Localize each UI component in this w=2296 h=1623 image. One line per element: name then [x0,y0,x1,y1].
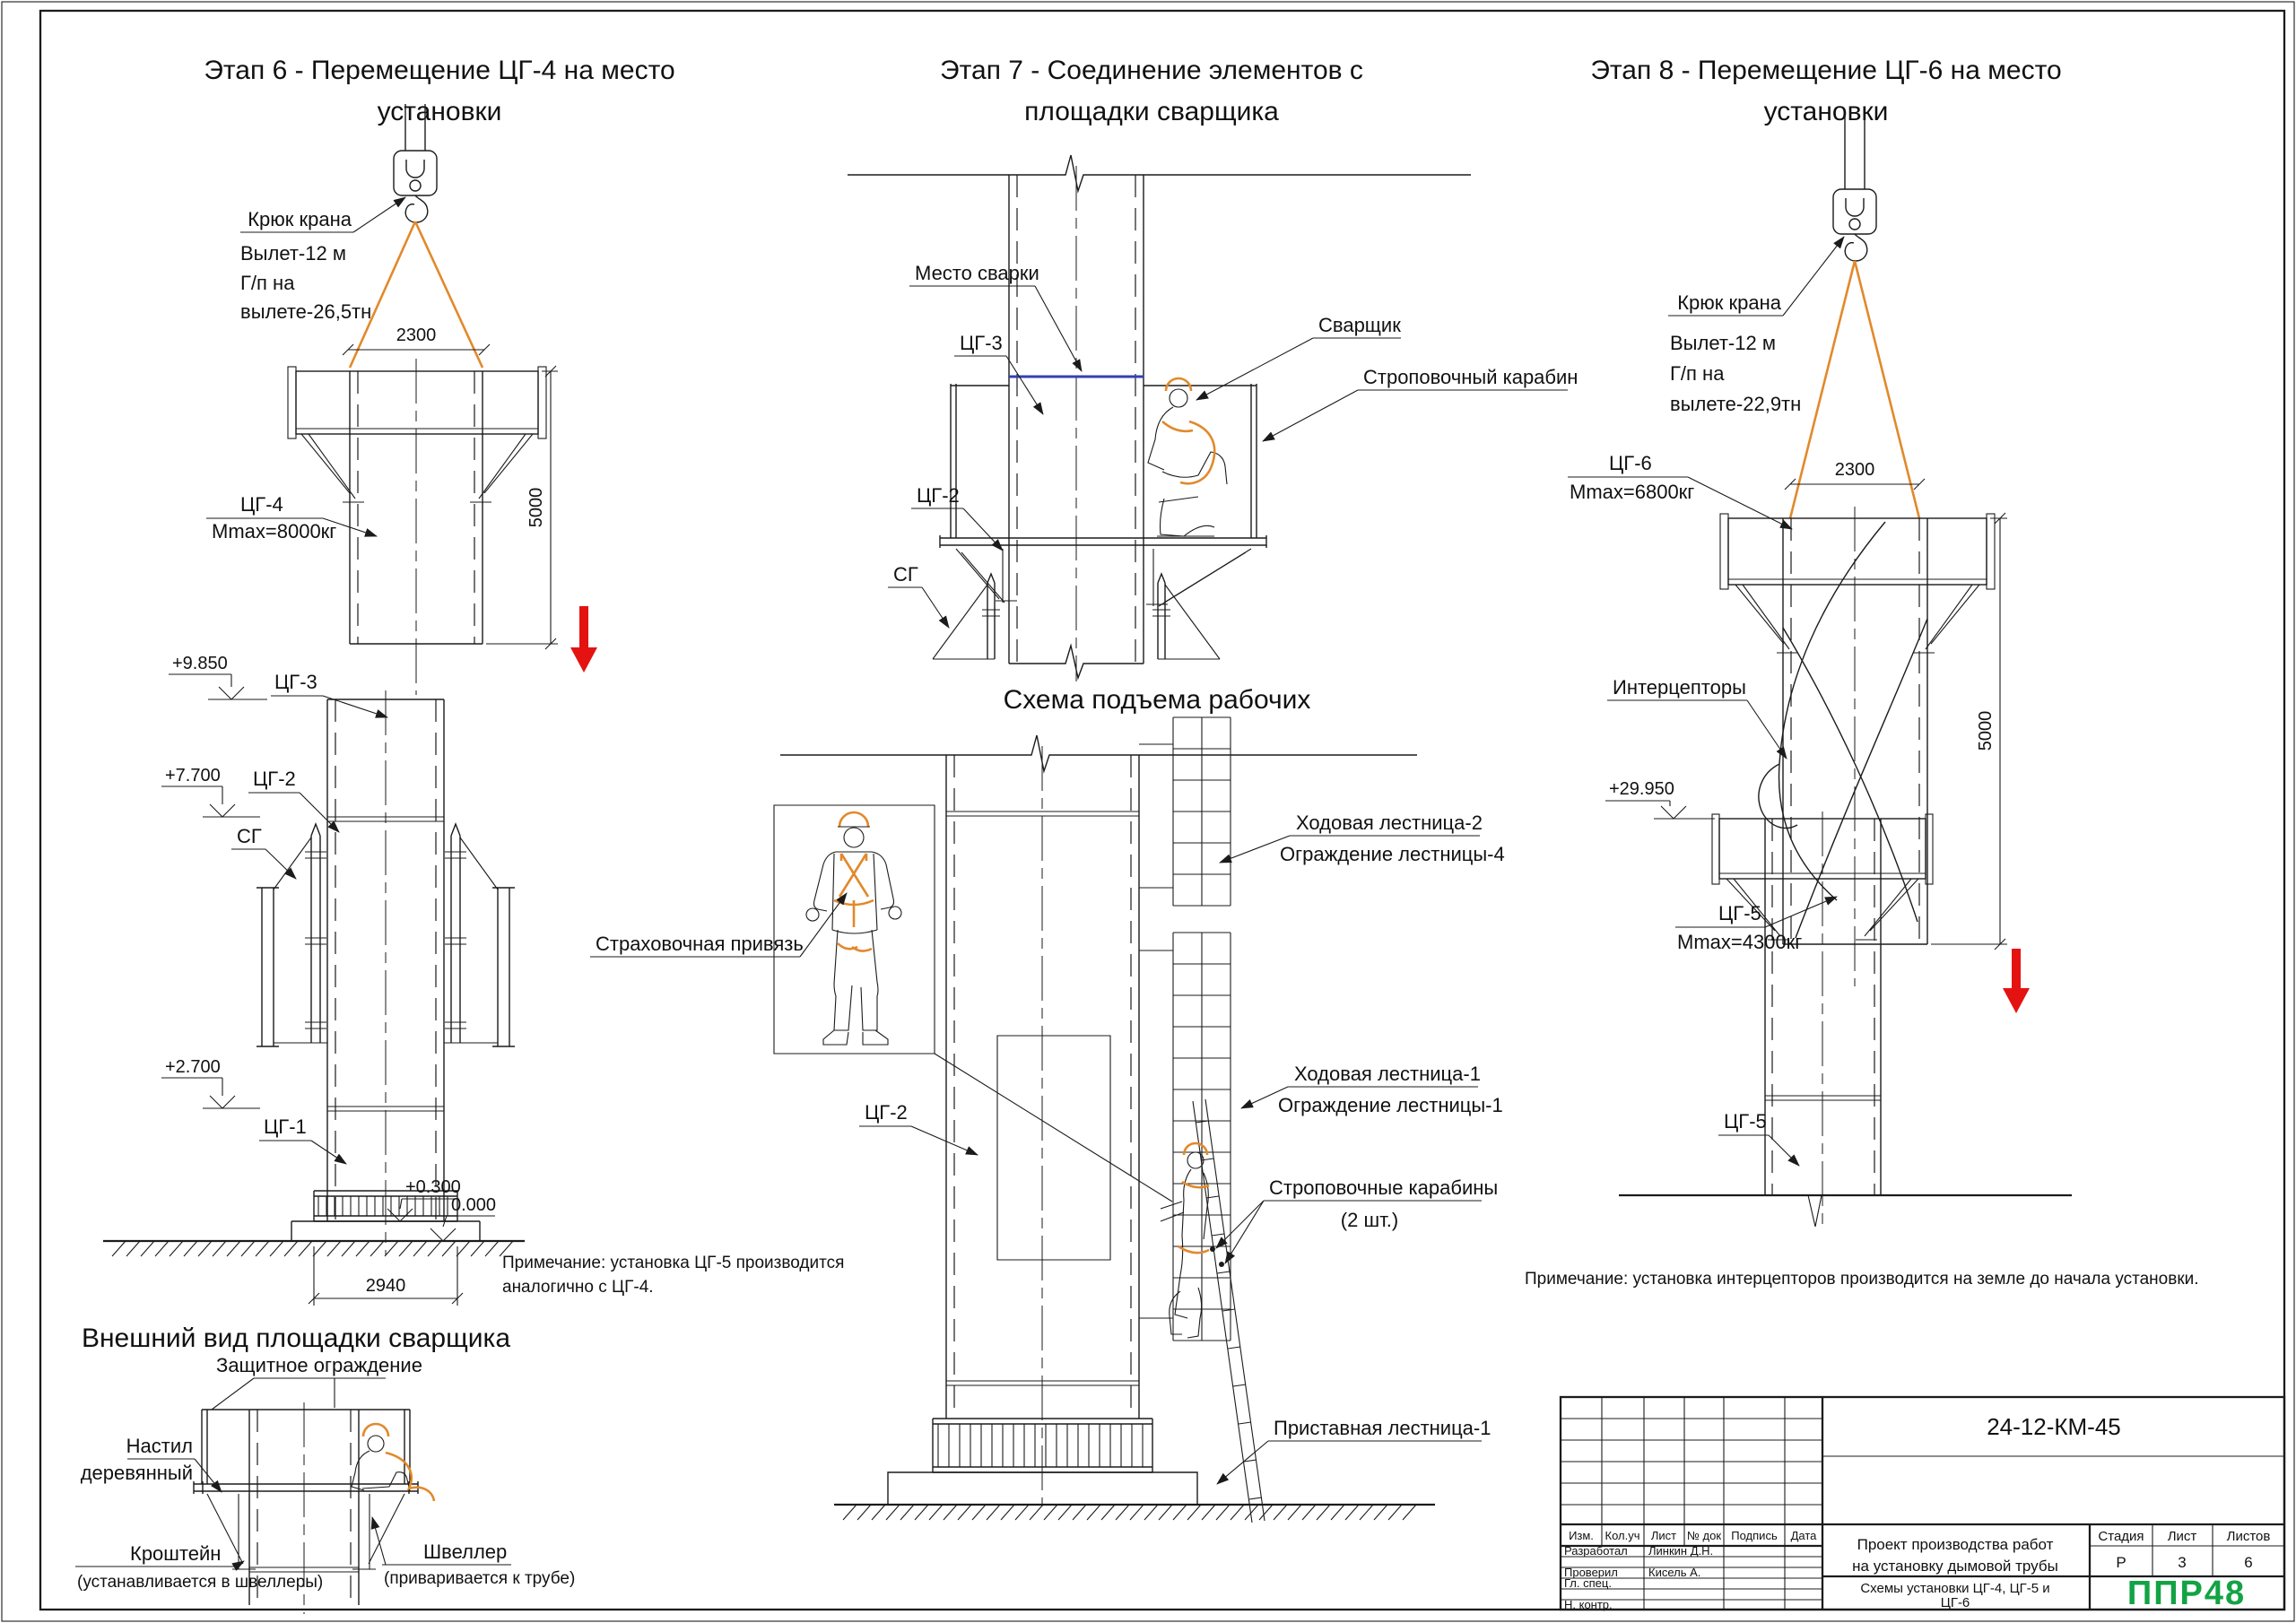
stage6-left-guide [257,824,327,1046]
tb-project-line1: Проект производства работ [1857,1536,2054,1553]
stage8-dim-5000 [1931,513,2007,950]
stage7-title-line2: площадки сварщика [1024,97,1279,126]
stage6-down-arrow-icon [570,606,597,673]
stage6-part-mass: Mmax=8000кг [212,520,337,542]
stage6-crane-spec3: вылете-26,5тн [240,300,372,323]
scheme-harness-detail-box [774,805,1172,1202]
scheme-harness-label: Страховочная привязь [596,933,804,955]
stage6-cg2-label: ЦГ-2 [253,768,296,790]
tb-stadia-col: Стадия [2098,1529,2144,1544]
bracket-label-line1: Кроштейн [130,1542,222,1565]
stage6-stack-drawing [103,690,844,1306]
stage8-part5-label: ЦГ-5 [1718,902,1761,924]
tb-col-list: Лист [1650,1529,1677,1542]
platform-view-title: Внешний вид площадки сварщика [81,1324,511,1353]
stage8-down-arrow-icon [2003,949,2030,1013]
svg-text:+29.950: +29.950 [1609,779,1674,799]
scheme-ladder2-label: Ходовая лестница-2 [1296,812,1483,834]
platform-view-welder-figure [352,1424,434,1501]
stage6-dim-5000 [486,366,558,649]
stage6-note-line1: Примечание: установка ЦГ-5 производится [502,1254,845,1272]
stage8-part6-mass: Mmax=6800кг [1570,481,1695,503]
stage6-sg-label: СГ [237,825,262,847]
tb-role1: Разработал [1564,1544,1628,1558]
scheme-ladder1 [1139,933,1231,1341]
stage8-crane-spec2: Г/п на [1670,362,1725,385]
stage8-hook-label: Крюк крана [1677,291,1781,314]
tb-col-data: Дата [1790,1529,1817,1542]
stage6-part-label: ЦГ-4 [240,493,283,516]
tb-role2: Проверил [1564,1566,1618,1579]
svg-text:+2.700: +2.700 [165,1057,221,1077]
stage7-platform [940,384,1266,606]
scheme-cg2-label: ЦГ-2 [865,1101,908,1124]
stage6-slings [350,221,483,368]
svg-text:5000: 5000 [526,487,546,528]
svg-text:+0.300: +0.300 [405,1177,461,1197]
stage7-pipe [848,155,1471,681]
tb-name2: Кисель А. [1648,1566,1701,1579]
scheme-guard1-label: Ограждение лестницы-1 [1278,1094,1503,1116]
scheme-guard4-label: Ограждение лестницы-4 [1280,843,1505,865]
svg-text:+7.700: +7.700 [165,766,221,785]
stage7-figure [848,56,1578,681]
tb-listov-col: Листов [2226,1529,2271,1544]
stage8-cg6-drawing [1720,507,1995,986]
tb-doc-number: 24-12-КМ-45 [1987,1413,2121,1440]
channel-label-line1: Швеллер [423,1541,508,1563]
stage8-interceptors-label: Интерцепторы [1613,676,1746,699]
stage8-elev-29950 [1605,779,1715,819]
svg-text:2300: 2300 [1834,460,1875,480]
svg-text:0.000: 0.000 [451,1195,497,1215]
scheme-ladder1-label: Ходовая лестница-1 [1294,1063,1481,1085]
stage6-elev-2700 [161,1057,260,1108]
stage7-sg-label: СГ [893,563,918,586]
stage6-crane-spec2: Г/п на [240,272,295,294]
stage7-cg3-label: ЦГ-3 [960,332,1003,354]
deck-label-line1: Настил [126,1435,193,1457]
scheme-carabiners-qty: (2 шт.) [1340,1209,1399,1231]
stage6-cg1-label: ЦГ-1 [264,1115,307,1138]
stage6-elev-9850 [169,654,267,699]
bracket-label-line2: (устанавливается в швеллеры) [77,1573,324,1592]
stage8-note: Примечание: установка интерцепторов производится на земле до начала установки. [1525,1270,2199,1289]
stage7-cg2-label: ЦГ-2 [917,484,960,507]
tb-stadia-value: Р [2116,1554,2126,1571]
tb-list-value: 3 [2178,1554,2187,1571]
stage6-dim-2300 [343,325,490,355]
stage8-part5-mass: Mmax=4300кг [1677,931,1803,953]
stage8-crane-spec1: Вылет-12 м [1670,332,1776,354]
deck-label-line2: деревянный [80,1462,193,1484]
stage8-crane-spec3: вылете-22,9тн [1670,393,1802,415]
stage8-title-line2: установки [1763,97,1889,126]
tb-col-koluch: Кол.уч [1605,1529,1640,1542]
tb-logo: ППР48 [2126,1575,2247,1612]
stage6-crane-spec1: Вылет-12 м [240,242,346,265]
tb-project-line2: на установку дымовой трубы [1852,1558,2058,1575]
tb-name1: Линкин Д.Н. [1648,1544,1714,1558]
stage8-dim-2300 [1785,460,1925,490]
stage6-hook-label: Крюк крана [248,208,352,230]
scheme-carabiners-label: Строповочные карабины [1269,1176,1499,1199]
stage6-elev-7700 [161,766,260,817]
stage7-welder-figure [1148,378,1227,536]
guard-label: Защитное ограждение [216,1354,422,1376]
stage7-carabiner-label: Строповочный карабин [1363,366,1578,388]
tb-role3: Гл. спец. [1564,1576,1612,1590]
stage8-cg5-drawing [1619,812,2072,1228]
welder-platform-view [75,1324,575,1614]
tb-col-ndok: № док [1686,1529,1722,1542]
tb-role4: Н. контр. [1564,1598,1613,1611]
tb-col-podpis: Подпись [1731,1529,1778,1542]
scheme-title: Схема подъема рабочих [1003,685,1311,715]
svg-text:2300: 2300 [396,325,437,345]
tb-col-izm: Изм. [1569,1529,1594,1542]
svg-text:5000: 5000 [1976,710,1996,751]
tb-listov-value: 6 [2244,1554,2253,1571]
title-block [1561,1397,2284,1612]
stage8-crane-hook-icon [1833,115,1876,261]
tb-sheet-title2: ЦГ-6 [1940,1595,1970,1610]
stage6-right-guide [444,824,515,1046]
stage8-part6-label: ЦГ-6 [1609,452,1652,474]
stage6-cg3-label: ЦГ-3 [274,671,317,693]
stage6-figure [169,56,675,717]
lifting-scheme-figure [590,685,1505,1523]
stage6-title-line2: установки [377,97,502,126]
stage6-elev-0000 [423,1195,496,1241]
stage8-figure [1525,56,2199,1289]
svg-text:+9.850: +9.850 [172,654,228,673]
stage7-title-line1: Этап 7 - Соединение элементов с [940,56,1363,85]
stage7-weld-label: Место сварки [915,262,1039,284]
stage7-welder-label: Сварщик [1318,314,1401,336]
tb-sheet-title1: Схемы установки ЦГ-4, ЦГ-5 и [1860,1581,2050,1596]
stage8-cg5-lower-label: ЦГ-5 [1724,1110,1767,1133]
stage6-elev-0300 [380,1177,461,1221]
channel-label-line2: (приваривается к трубе) [384,1569,576,1588]
stage6-note-line2: аналогично с ЦГ-4. [502,1278,654,1297]
tb-list-col: Лист [2167,1529,2197,1544]
stage8-title-line1: Этап 8 - Перемещение ЦГ-6 на место [1590,56,2062,85]
svg-text:2940: 2940 [365,1276,406,1296]
stage6-title-line1: Этап 6 - Перемещение ЦГ-4 на место [204,56,675,85]
scheme-leaning-label: Приставная лестница-1 [1274,1417,1492,1439]
scheme-ladder2 [1139,717,1231,906]
